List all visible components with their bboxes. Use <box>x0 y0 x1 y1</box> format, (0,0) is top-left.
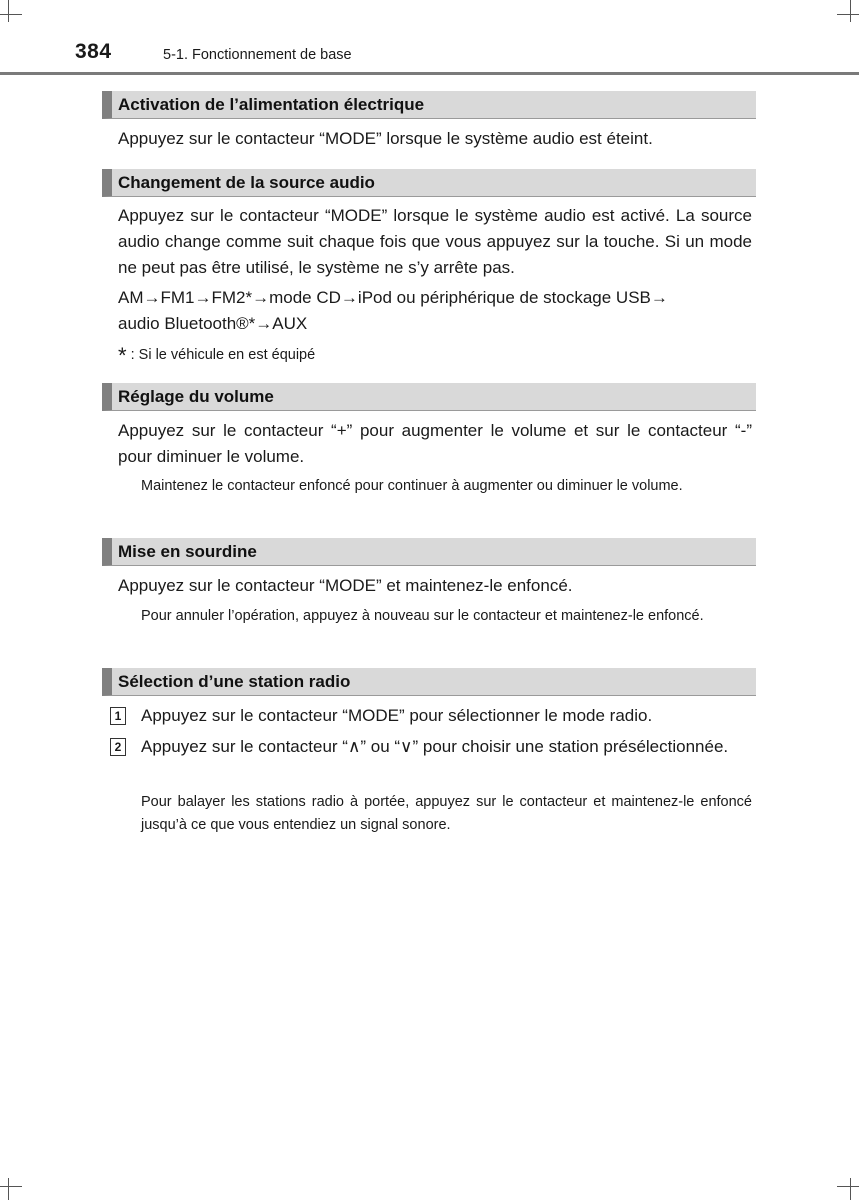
source-text: Appuyez sur le contacteur “MODE” lorsque le système audio est activé. La source audio change comme suit chaque fois que vous appuyez sur la touche. Si un mode ne peut pas être utilisé, le système ne s’y arrête pas. <box>118 206 752 277</box>
radio-note: Pour balayer les stations radio à portée, appuyez sur le contacteur et maintenez-le enfoncé jusqu’à ce que vous entendiez un signal sonore. <box>141 794 752 833</box>
page-number: 384 <box>75 40 112 63</box>
crop-mark <box>837 1186 859 1187</box>
crop-mark <box>0 14 22 15</box>
source-sequence-line1: AM→FM1→FM2*→mode CD→iPod ou périphérique de stockage USB→ <box>118 288 668 307</box>
step-text: Appuyez sur le contacteur “∧” ou “∨” pour choisir une station présélectionnée. <box>141 737 729 756</box>
volume-note: Maintenez le contacteur enfoncé pour continuer à augmenter ou diminuer le volume. <box>141 478 683 494</box>
step-text: Appuyez sur le contacteur “MODE” pour sélectionner le mode radio. <box>141 706 653 725</box>
step-number: 2 <box>110 738 126 756</box>
chapter-title: 5-1. Fonctionnement de base <box>163 47 352 63</box>
mute-text: Appuyez sur le contacteur “MODE” et maintenez-le enfoncé. <box>118 576 573 595</box>
section-heading-power <box>102 91 756 119</box>
section-heading-radio <box>102 668 756 696</box>
crop-mark <box>850 0 851 22</box>
section-heading-volume <box>102 383 756 411</box>
section-heading-source <box>102 169 756 197</box>
crop-mark <box>8 0 9 22</box>
source-sequence-line2: audio Bluetooth®*→AUX <box>118 314 308 333</box>
step-number: 1 <box>110 707 126 725</box>
section-heading-mute <box>102 538 756 566</box>
crop-mark <box>0 1186 22 1187</box>
section-title: Mise en sourdine <box>118 542 257 561</box>
crop-mark <box>850 1178 851 1200</box>
section-title: Sélection d’une station radio <box>118 672 351 691</box>
power-text: Appuyez sur le contacteur “MODE” lorsque le système audio est éteint. <box>118 129 653 148</box>
volume-text: Appuyez sur le contacteur “+” pour augmenter le volume et sur le contacteur “-” pour diminuer le volume. <box>118 421 752 466</box>
section-title: Réglage du volume <box>118 387 274 406</box>
section-title: Activation de l’alimentation électrique <box>118 95 425 114</box>
footnote-text: : Si le véhicule en est équipé <box>130 347 316 363</box>
header-rule <box>0 72 859 75</box>
crop-mark <box>8 1178 9 1200</box>
crop-mark <box>837 14 859 15</box>
mute-note: Pour annuler l’opération, appuyez à nouveau sur le contacteur et maintenez-le enfoncé. <box>141 608 704 624</box>
footnote-star: * <box>118 343 127 368</box>
footnote <box>118 343 315 369</box>
section-title: Changement de la source audio <box>118 173 375 192</box>
